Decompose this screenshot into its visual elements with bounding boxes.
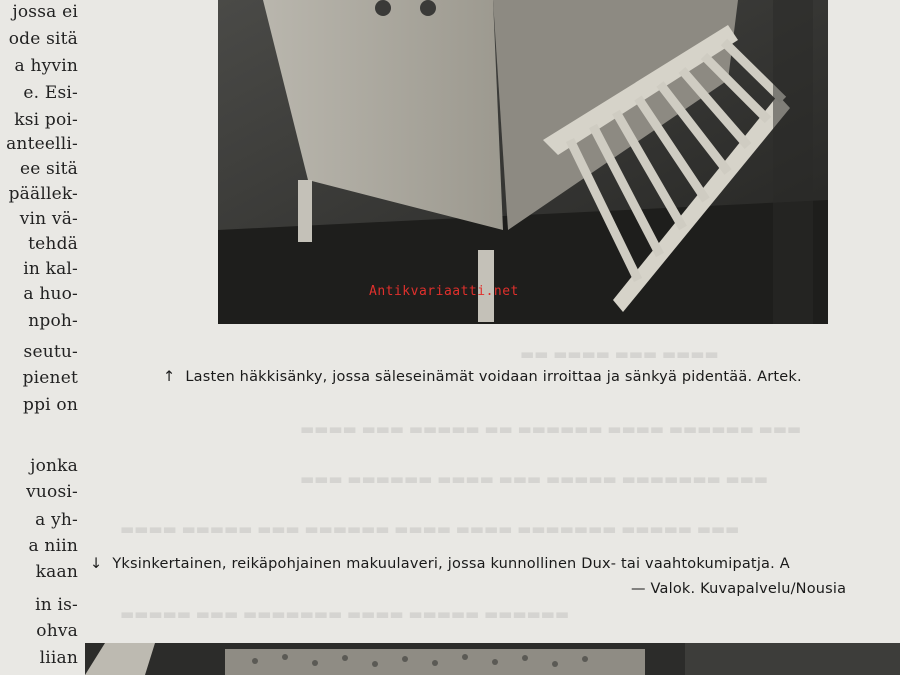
show-through-text: ▬▬▬▬▬ ▬▬▬ ▬▬▬▬▬▬▬ ▬▬▬▬ ▬▬▬▬▬ ▬▬▬▬▬▬ [120,605,570,623]
show-through-text: ▬▬▬▬ ▬▬▬ ▬▬▬▬▬ ▬▬ ▬▬▬▬▬▬ ▬▬▬▬ ▬▬▬▬▬▬ ▬▬▬ [300,420,802,438]
body-text-line: ppi on [23,395,78,415]
bed-photo-illustration [85,643,900,675]
arrow-up-icon: ↑ [163,369,176,385]
show-through-text: ▬▬▬ ▬▬▬▬▬▬ ▬▬▬▬ ▬▬▬ ▬▬▬▬▬ ▬▬▬▬▬▬▬ ▬▬▬ [300,470,768,488]
body-text-line: liian [39,648,78,668]
body-text-line: a hyvin [14,56,78,76]
body-text-line: in kal- [23,259,78,279]
bed-photo [85,643,900,675]
body-text-line: ode sitä [8,29,78,49]
show-through-text: ▬▬ ▬▬▬▬ ▬▬▬ ▬▬▬▬ [520,345,719,363]
body-text-line: npoh- [28,311,78,331]
body-text-line: ohva [36,621,78,641]
body-text-column [0,0,82,675]
caption-bottom-text: Yksinkertainen, reikäpohjainen makuulaveri, jossa kunnollinen Dux- tai vaahtokumipatja. A [112,556,790,572]
body-text-line: anteelli- [6,134,78,154]
crib-photo [218,0,828,324]
body-text-line: e. Esi- [23,83,78,103]
watermark: Antikvariaatti.net [369,284,519,299]
body-text-line: kaan [35,562,78,582]
caption-top-text: Lasten häkkisänky, jossa säleseinämät voidaan irroittaa ja sänkyä pidentää. Artek. [185,369,802,385]
body-text-line: jossa ei [12,2,78,22]
body-text-line: vuosi- [26,482,78,502]
body-text-line: a niin [28,536,78,556]
body-text-line: tehdä [28,234,78,254]
caption-bottom [90,556,790,572]
arrow-down-icon: ↓ [90,556,103,572]
body-text-line: vin vä- [19,209,78,229]
body-text-line: in is- [35,595,78,615]
body-text-line: ee sitä [19,159,78,179]
photo-credit: — Valok. Kuvapalvelu/Nousia [631,581,847,597]
crib-photo-illustration [218,0,828,324]
body-text-line: päällek- [8,184,78,204]
body-text-line: jonka [30,456,78,476]
caption-top [163,369,802,385]
show-through-text: ▬▬▬▬ ▬▬▬▬▬ ▬▬▬ ▬▬▬▬▬▬ ▬▬▬▬ ▬▬▬▬ ▬▬▬▬▬▬▬ ▬▬▬▬▬ ▬▬▬ [120,520,740,538]
body-text-line: a yh- [35,510,78,530]
body-text-line: ksi poi- [14,110,78,130]
body-text-line: pienet [22,368,78,388]
body-text-line: seutu- [23,342,78,362]
body-text-line: a huo- [23,284,78,304]
